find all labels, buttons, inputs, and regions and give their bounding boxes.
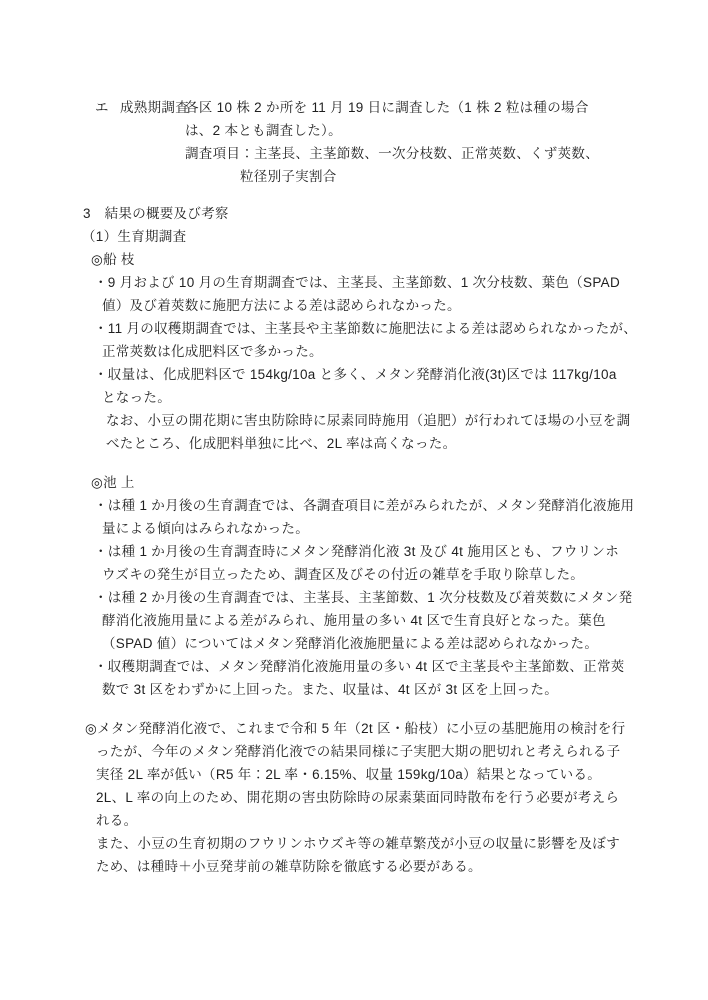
item-label: エ [95, 100, 109, 115]
text-line: ・収量は、化成肥料区で 154kg/10a と多く、メタン発酵消化液(3t)区では 117kg/10a [94, 367, 617, 382]
text-line: ・は種 2 か月後の生育調査では、主茎長、主茎節数、1 次分枝数及び着莢数にメタン発 [94, 590, 633, 605]
bullet-item [0, 540, 708, 586]
site-funae-block [0, 248, 708, 455]
item-body [185, 96, 708, 188]
site-funae-heading: ◎船 枝 [91, 252, 135, 267]
bullet-item [0, 494, 708, 540]
text-line: ため、は種時＋小豆発芽前の雑草防除を徹底する必要がある。 [96, 859, 482, 874]
subsection-heading: （1）生育期調査 [82, 229, 187, 244]
survey-items-line: 調査項目：主茎長、主茎節数、一次分枝数、正常莢数、くず莢数、 [185, 146, 599, 161]
text-line: 数で 3t 区をわずかに上回った。また、収量は、4t 区が 3t 区を上回った。 [102, 682, 559, 697]
bullet-item [0, 655, 708, 701]
site-ikegami-block [0, 471, 708, 701]
text-line: 量による傾向はみられなかった。 [102, 521, 309, 536]
text-line: ・9 月および 10 月の生育期調査では、主茎長、主茎節数、1 次分枝数、葉色（SPAD [94, 275, 620, 290]
digestate-summary-block [0, 717, 708, 878]
text-line: 正常莢数は化成肥料区で多かった。 [102, 344, 323, 359]
bullet-item [0, 363, 708, 409]
maturity-survey-item [95, 96, 708, 188]
text-line: 値）及び着莢数に施肥方法による差は認められなかった。 [102, 298, 461, 313]
bullet-item [0, 586, 708, 655]
text-line: ・は種 1 か月後の生育調査時にメタン発酵消化液 3t 及び 4t 施用区とも、フウリンホ [94, 544, 620, 559]
text-line: ったが、今年のメタン発酵消化液での結果同様に子実肥大期の肥切れと考えられる子 [96, 744, 621, 759]
text-line: ・は種 1 か月後の生育調査では、各調査項目に差がみられたが、メタン発酵消化液施用 [94, 498, 635, 513]
text-line: となった。 [102, 390, 171, 405]
text-line: ・11 月の収穫期調査では、主茎長や主茎節数に施肥法による差は認められなかったが、 [94, 321, 638, 336]
survey-items-line: 粒径別子実割合 [240, 169, 337, 184]
section-heading: 3 結果の概要及び考察 [83, 206, 229, 221]
bullet-item [0, 271, 708, 317]
text-line: は、2 本とも調査した）。 [185, 123, 342, 138]
text-line: ◎メタン発酵消化液で、これまで令和 5 年（2t 区・船枝）に小豆の基肥施用の検討を行 [85, 721, 626, 736]
text-line: 実径 2L 率が低い（R5 年：2L 率・6.15%、収量 159kg/10a）結果となっている。 [96, 767, 602, 782]
text-line: れる。 [96, 813, 138, 828]
text-line: 2L、L 率の向上のため、開花期の害虫防除時の尿素葉面同時散布を行う必要が考えら [96, 790, 620, 805]
text-line: 各区 10 株 2 か所を 11 月 19 日に調査した（1 株 2 粒は種の場合 [185, 100, 589, 115]
text-line: また、小豆の生育初期のフウリンホウズキ等の雑草繁茂が小豆の収量に影響を及ぼす [96, 836, 620, 851]
text-line: 酵消化液施用量による差がみられ、施用量の多い 4t 区で生育良好となった。葉色 [102, 613, 606, 628]
text-line: ・収穫期調査では、メタン発酵消化液施用量の多い 4t 区で主茎長や主茎節数、正常莢 [94, 659, 625, 674]
text-line: べたところ、化成肥料単独に比べ、2L 率は高くなった。 [106, 436, 457, 451]
text-line: ウズキの発生が目立ったため、調査区及びその付近の雑草を手取り除草した。 [102, 567, 585, 582]
bullet-item [0, 317, 708, 363]
text-line: なお、小豆の開花期に害虫防除時に尿素同時施用（追肥）が行われてほ場の小豆を調 [106, 413, 631, 428]
text-line: （SPAD 値）についてはメタン発酵消化液施肥量による差は認められなかった。 [102, 636, 599, 651]
site-ikegami-heading: ◎池 上 [91, 475, 135, 490]
item-title: 成熟期調査 [120, 100, 189, 115]
note-paragraph [106, 409, 708, 455]
